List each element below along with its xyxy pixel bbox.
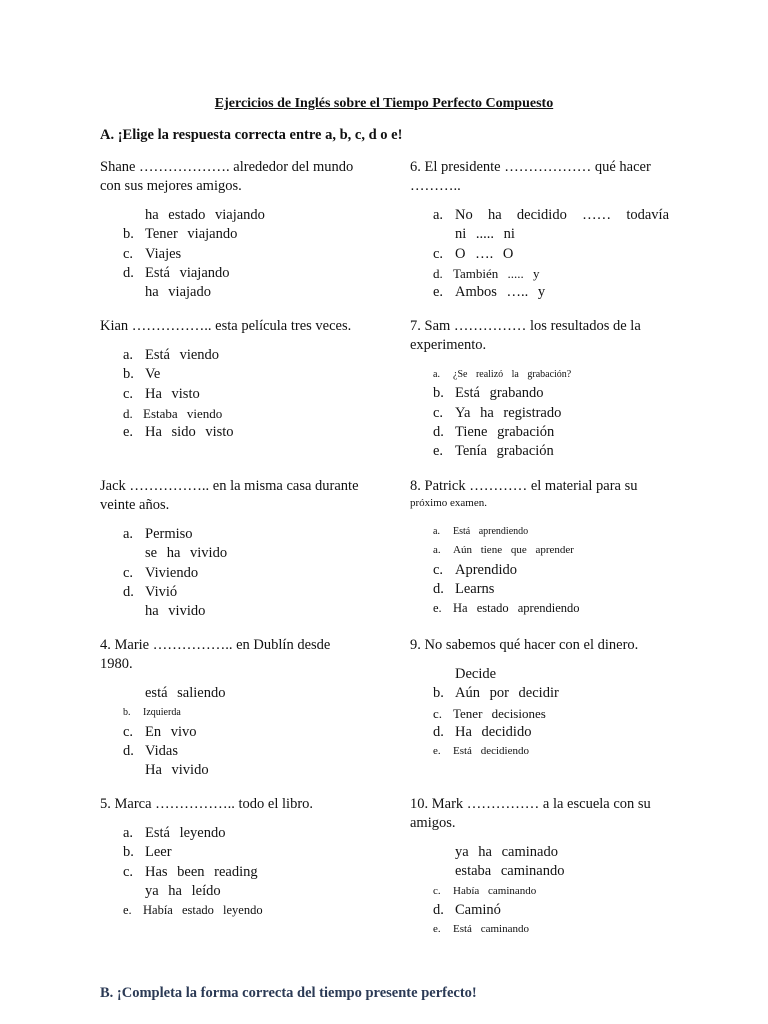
option-list — [433, 522, 670, 618]
option — [433, 862, 670, 881]
option-text: Tiene grabación — [455, 423, 555, 440]
option-text: Ha decidido — [455, 723, 532, 740]
option-text: Está decidiendo — [453, 745, 529, 758]
option-text: Ambos ….. y — [455, 284, 546, 301]
option-text: Aún tiene que aprender — [453, 544, 574, 557]
option-marker: d. — [123, 583, 134, 600]
option-marker: e. — [123, 424, 134, 441]
option-marker: c. — [123, 723, 134, 740]
option — [433, 704, 670, 723]
option-text: Decide — [455, 666, 497, 682]
option-marker: e. — [433, 745, 441, 758]
option-text: Había estado leyendo — [143, 903, 263, 918]
option-marker: d. — [123, 742, 134, 759]
option-marker: e. — [123, 903, 132, 918]
question-stem: 8. Patrick ………… el material para su — [410, 478, 638, 494]
option-marker: b. — [123, 707, 131, 719]
section-a-heading: A. ¡Elige la respuesta correcta entre a, b, c, d o e! — [100, 127, 403, 143]
option — [433, 522, 670, 541]
option-marker: a. — [123, 526, 134, 542]
option — [123, 684, 365, 703]
question-7 — [410, 317, 670, 461]
option — [123, 564, 365, 583]
option-text: Está viendo — [145, 347, 220, 363]
option — [123, 225, 365, 244]
question-6 — [410, 158, 670, 302]
option — [123, 824, 365, 843]
question-stem: 4. Marie …………….. en Dublín desde 1980. — [100, 637, 331, 672]
option — [433, 245, 670, 264]
question-stem: 9. No sabemos qué hacer con el dinero. — [410, 637, 639, 653]
option — [433, 264, 670, 283]
option — [123, 843, 365, 862]
option-text: Tener decisiones — [453, 705, 546, 721]
option-marker: b. — [123, 844, 134, 861]
option-text: Ya ha registrado — [455, 404, 562, 421]
option-marker: d. — [433, 723, 444, 740]
section-b-heading: B. ¡Completa la forma correcta del tiempo presente perfecto! — [100, 985, 477, 1001]
option-marker: e. — [433, 443, 444, 460]
option — [433, 384, 670, 403]
option — [433, 684, 670, 703]
option — [433, 225, 670, 244]
option-text: Vidas — [145, 742, 178, 759]
option-marker: a. — [433, 526, 440, 537]
question-stem: Jack …………….. en la misma casa durante veinte años. — [100, 478, 359, 513]
option — [433, 206, 669, 225]
option-marker: d. — [433, 423, 444, 440]
option — [433, 423, 670, 442]
question-5 — [100, 795, 365, 920]
option-text: Viajes — [145, 245, 182, 262]
question-stem: 7. Sam …………… los resultados de la experimento. — [410, 318, 641, 353]
question-stem: Shane ………………. alrededor del mundo con sus mejores amigos. — [100, 159, 354, 194]
question-stem: Kian …………….. esta película tres veces. — [100, 318, 352, 334]
question-stem-continued: próximo examen. — [410, 497, 487, 509]
option — [123, 882, 365, 901]
option — [433, 561, 670, 580]
option — [123, 385, 365, 404]
option-text: Ha visto — [145, 385, 200, 402]
option-list — [433, 843, 670, 939]
option — [433, 920, 670, 939]
option-text: ya ha leído — [145, 882, 221, 899]
option-text: Izquierda — [143, 707, 181, 719]
option-list — [123, 346, 365, 442]
question-9 — [410, 636, 670, 761]
option — [433, 882, 670, 901]
option — [433, 283, 670, 302]
option — [433, 665, 670, 684]
option — [123, 206, 365, 225]
option-marker: c. — [123, 385, 134, 402]
option-text: También ..... y — [453, 265, 540, 281]
option — [123, 264, 365, 283]
question-3 — [100, 477, 365, 621]
option — [123, 901, 365, 920]
option — [123, 346, 365, 365]
option — [123, 723, 365, 742]
option — [123, 365, 365, 384]
option-text: Leer — [145, 844, 172, 861]
option-text: No ha decidido …… todavía — [455, 207, 669, 223]
option — [123, 423, 365, 442]
question-stem: 6. El presidente ……………… qué hacer ……….. — [410, 159, 651, 194]
option-text: Está caminando — [453, 923, 529, 936]
option — [433, 742, 670, 761]
option — [123, 583, 365, 602]
option-marker: d. — [433, 901, 444, 918]
option — [433, 580, 670, 599]
option — [123, 742, 365, 761]
option-marker: c. — [123, 863, 134, 880]
option — [123, 283, 365, 302]
option-text: ha vivido — [145, 603, 206, 620]
option-marker: c. — [123, 245, 134, 262]
option-marker: c. — [433, 884, 441, 897]
option-text: Vivió — [145, 583, 178, 600]
option-text: Ve — [145, 366, 161, 383]
option — [433, 365, 670, 384]
option — [123, 404, 365, 423]
option-marker: d. — [433, 265, 443, 281]
option-list — [123, 525, 365, 621]
option-marker: d. — [123, 264, 134, 281]
option-text: ha estado viajando — [145, 207, 265, 223]
option-text: ha viajado — [145, 284, 211, 301]
option-text: Has been reading — [145, 863, 258, 880]
option-text: Está grabando — [455, 385, 544, 402]
option-text: se ha vivido — [145, 545, 228, 562]
option-marker: e. — [433, 923, 441, 936]
option-list — [433, 665, 670, 761]
option-list — [123, 824, 365, 920]
option — [123, 525, 365, 544]
option-marker: c. — [433, 705, 443, 721]
option-text: Tener viajando — [145, 226, 238, 243]
option — [123, 703, 365, 722]
question-8 — [410, 477, 670, 618]
option-text: Estaba viendo — [143, 405, 223, 421]
option-marker: d. — [433, 580, 444, 597]
option-text: ¿Se realizó la grabación? — [453, 369, 572, 380]
option-text: Learns — [455, 580, 495, 597]
option — [123, 602, 365, 621]
worksheet-title: Ejercicios de Inglés sobre el Tiempo Perfecto Compuesto — [214, 96, 554, 111]
option-text: estaba caminando — [455, 863, 565, 880]
option-marker: d. — [123, 405, 133, 421]
option-marker: e. — [433, 284, 444, 301]
option-text: Está leyendo — [145, 825, 226, 841]
option-marker: a. — [433, 207, 444, 223]
option-marker: c. — [433, 245, 444, 262]
option-list — [123, 206, 365, 302]
option-text: Aprendido — [455, 561, 518, 578]
question-1 — [100, 158, 365, 302]
option-text: Está aprendiendo — [453, 526, 529, 537]
option-marker: c. — [433, 561, 444, 578]
option-text: Ha vivido — [145, 762, 209, 779]
option-text: Caminó — [455, 901, 501, 918]
option-text: ni ..... ni — [455, 226, 515, 243]
option — [433, 723, 670, 742]
option-marker: a. — [433, 369, 440, 380]
option-list — [433, 206, 670, 302]
option-text: ya ha caminado — [455, 844, 558, 860]
option-text: Viviendo — [145, 564, 199, 581]
option — [433, 843, 670, 862]
option-text: Tenía grabación — [455, 443, 554, 460]
question-stem: 10. Mark …………… a la escuela con su amigos. — [410, 796, 651, 831]
option — [123, 245, 365, 264]
option-text: Ha estado aprendiendo — [453, 601, 580, 616]
option-text: está saliendo — [145, 685, 226, 701]
option-marker: c. — [433, 404, 444, 421]
option-list — [123, 684, 365, 780]
option-marker: b. — [123, 366, 134, 383]
option — [433, 599, 670, 618]
question-10 — [410, 795, 670, 939]
option — [433, 901, 670, 920]
question-4 — [100, 636, 365, 780]
option-text: Está viajando — [145, 264, 230, 281]
option-marker: b. — [123, 226, 134, 243]
option-marker: a. — [123, 825, 134, 841]
option-marker: a. — [123, 347, 134, 363]
option-list — [433, 365, 670, 461]
option — [123, 544, 365, 563]
option-text: O …. O — [455, 245, 514, 262]
option — [123, 761, 365, 780]
option-text: Había caminando — [453, 884, 537, 897]
question-stem: 5. Marca …………….. todo el libro. — [100, 796, 314, 812]
option-marker: c. — [123, 564, 134, 581]
option-marker: e. — [433, 601, 442, 616]
option-text: Permiso — [145, 526, 193, 542]
option-text: Aún por decidir — [455, 685, 559, 702]
option — [433, 442, 670, 461]
question-2 — [100, 317, 365, 442]
option — [433, 541, 670, 560]
option-marker: b. — [433, 685, 444, 702]
option-text: Ha sido visto — [145, 424, 234, 441]
option-marker: b. — [433, 385, 444, 402]
option-marker: a. — [433, 544, 441, 557]
option — [123, 863, 365, 882]
option-text: En vivo — [145, 723, 197, 740]
option — [433, 404, 670, 423]
